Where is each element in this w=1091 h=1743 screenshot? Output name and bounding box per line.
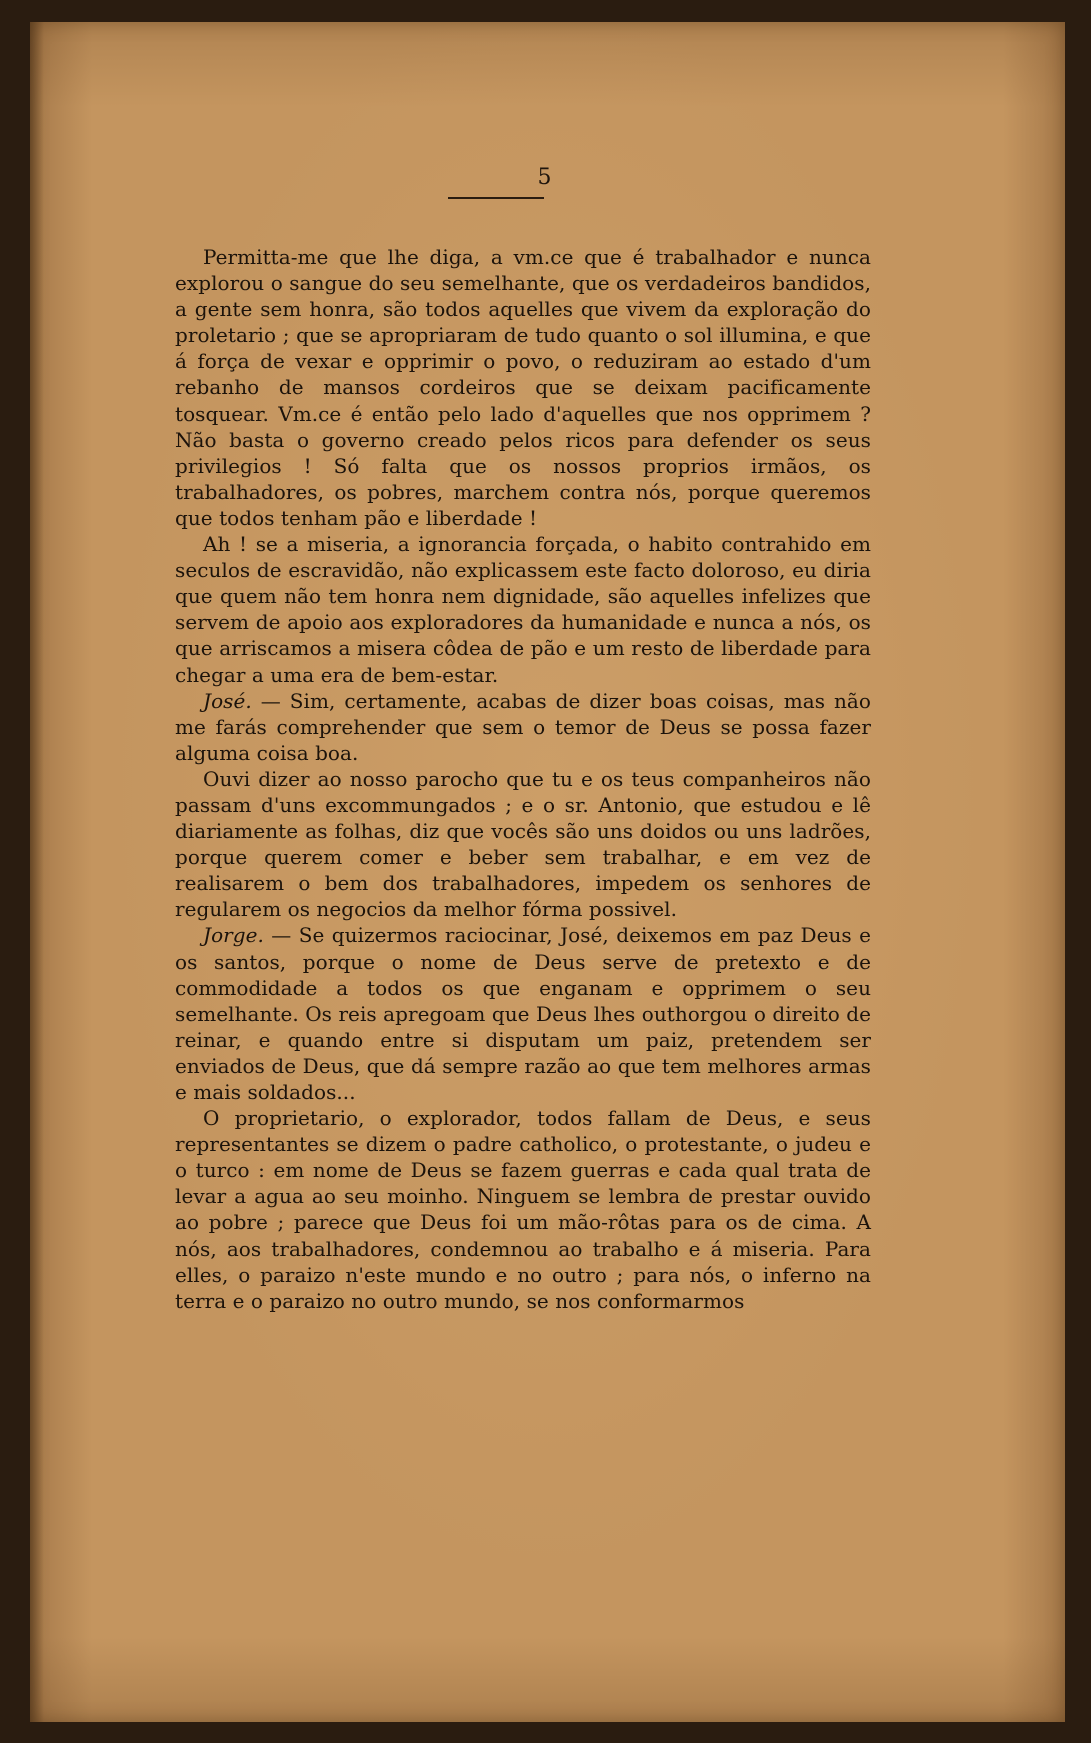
book-page — [30, 22, 1065, 1722]
paragraph — [175, 244, 871, 531]
paragraph — [175, 531, 871, 688]
paragraph-text: — Se quizermos raciocinar, José, deixemos em paz Deus e os santos, porque o nome de Deus serve de pretexto e de commodidade a todos os que enganam e opprimem o seu semelhante. Os reis apregoam que Deus lhes outhorgou o direito de reinar, e quando entre si disputam um paiz, pretendem ser enviados de Deus, que dá sempre razão ao que tem melhores armas e mais soldados... — [175, 923, 871, 1104]
paragraph-text: Ah ! se a miseria, a ignorancia forçada, o habito contrahido em seculos de escravidão, não explicassem este facto doloroso, eu diria que quem não tem honra nem dignidade, são aquelles infelizes que servem de apoio aos exploradores da humanidade e nunca a nós, os que arriscamos a misera côdea de pão e um resto de liberdade para chegar a uma era de bem-estar. — [175, 532, 871, 687]
paragraph-text: Permitta-me que lhe diga, a vm.ce que é trabalhador e nunca explorou o sangue do seu semelhante, que os verdadeiros bandidos, a gente sem honra, são todos aquelles que vivem da exploração do proletario ; que se apropriaram de tudo quanto o sol illumina, e que á força de vexar e opprimir o povo, o reduziram ao estado d'um rebanho de mansos cordeiros que se deixam pacificamente tosquear. Vm.ce é então pelo lado d'aquelles que nos opprimem ? Não basta o governo creado pelos ricos para defender os seus privilegios ! Só falta que os nossos proprios irmãos, os trabalhadores, os pobres, marchem contra nós, porque queremos que todos tenham pão e liberdade ! — [175, 245, 871, 530]
page-number-rule — [448, 197, 544, 199]
paragraph — [175, 922, 871, 1105]
paragraph-text: Ouvi dizer ao nosso parocho que tu e os teus companheiros não passam d'uns excommungados ; e o sr. Antonio, que estudou e lê diariamente as folhas, diz que vocês são uns doidos ou uns ladrões, porque querem comer e beber sem trabalhar, e em vez de realisarem o bem dos trabalhadores, impedem os senhores de regularem os negocios da melhor fórma possivel. — [175, 766, 871, 922]
page-spine-shadow — [30, 22, 44, 1722]
body-text — [175, 244, 871, 1314]
paragraph — [175, 766, 871, 923]
page-number: 5 — [537, 165, 552, 190]
paragraph — [175, 688, 871, 766]
paragraph — [175, 1105, 871, 1314]
speaker-name: Jorge. — [203, 923, 264, 948]
paragraph-text: — Sim, certamente, acabas de dizer boas coisas, mas não me farás comprehender que sem o temor de Deus se possa fazer alguma coisa boa. — [175, 688, 871, 765]
speaker-name: José. — [203, 688, 252, 713]
paragraph-text: O proprietario, o explorador, todos fallam de Deus, e seus representantes se dizem o padre catholico, o protestante, o judeu e o turco : em nome de Deus se fazem guerras e cada qual trata de levar a agua ao seu moinho. Ninguem se lembra de prestar ouvido ao pobre ; parece que Deus foi um mão-rôtas para os de cima. A nós, aos trabalhadores, condemnou ao trabalho e á miseria. Para elles, o paraizo n'este mundo e no outro ; para nós, o inferno na terra e o paraizo no outro mundo, se nos conformarmos — [175, 1106, 871, 1313]
